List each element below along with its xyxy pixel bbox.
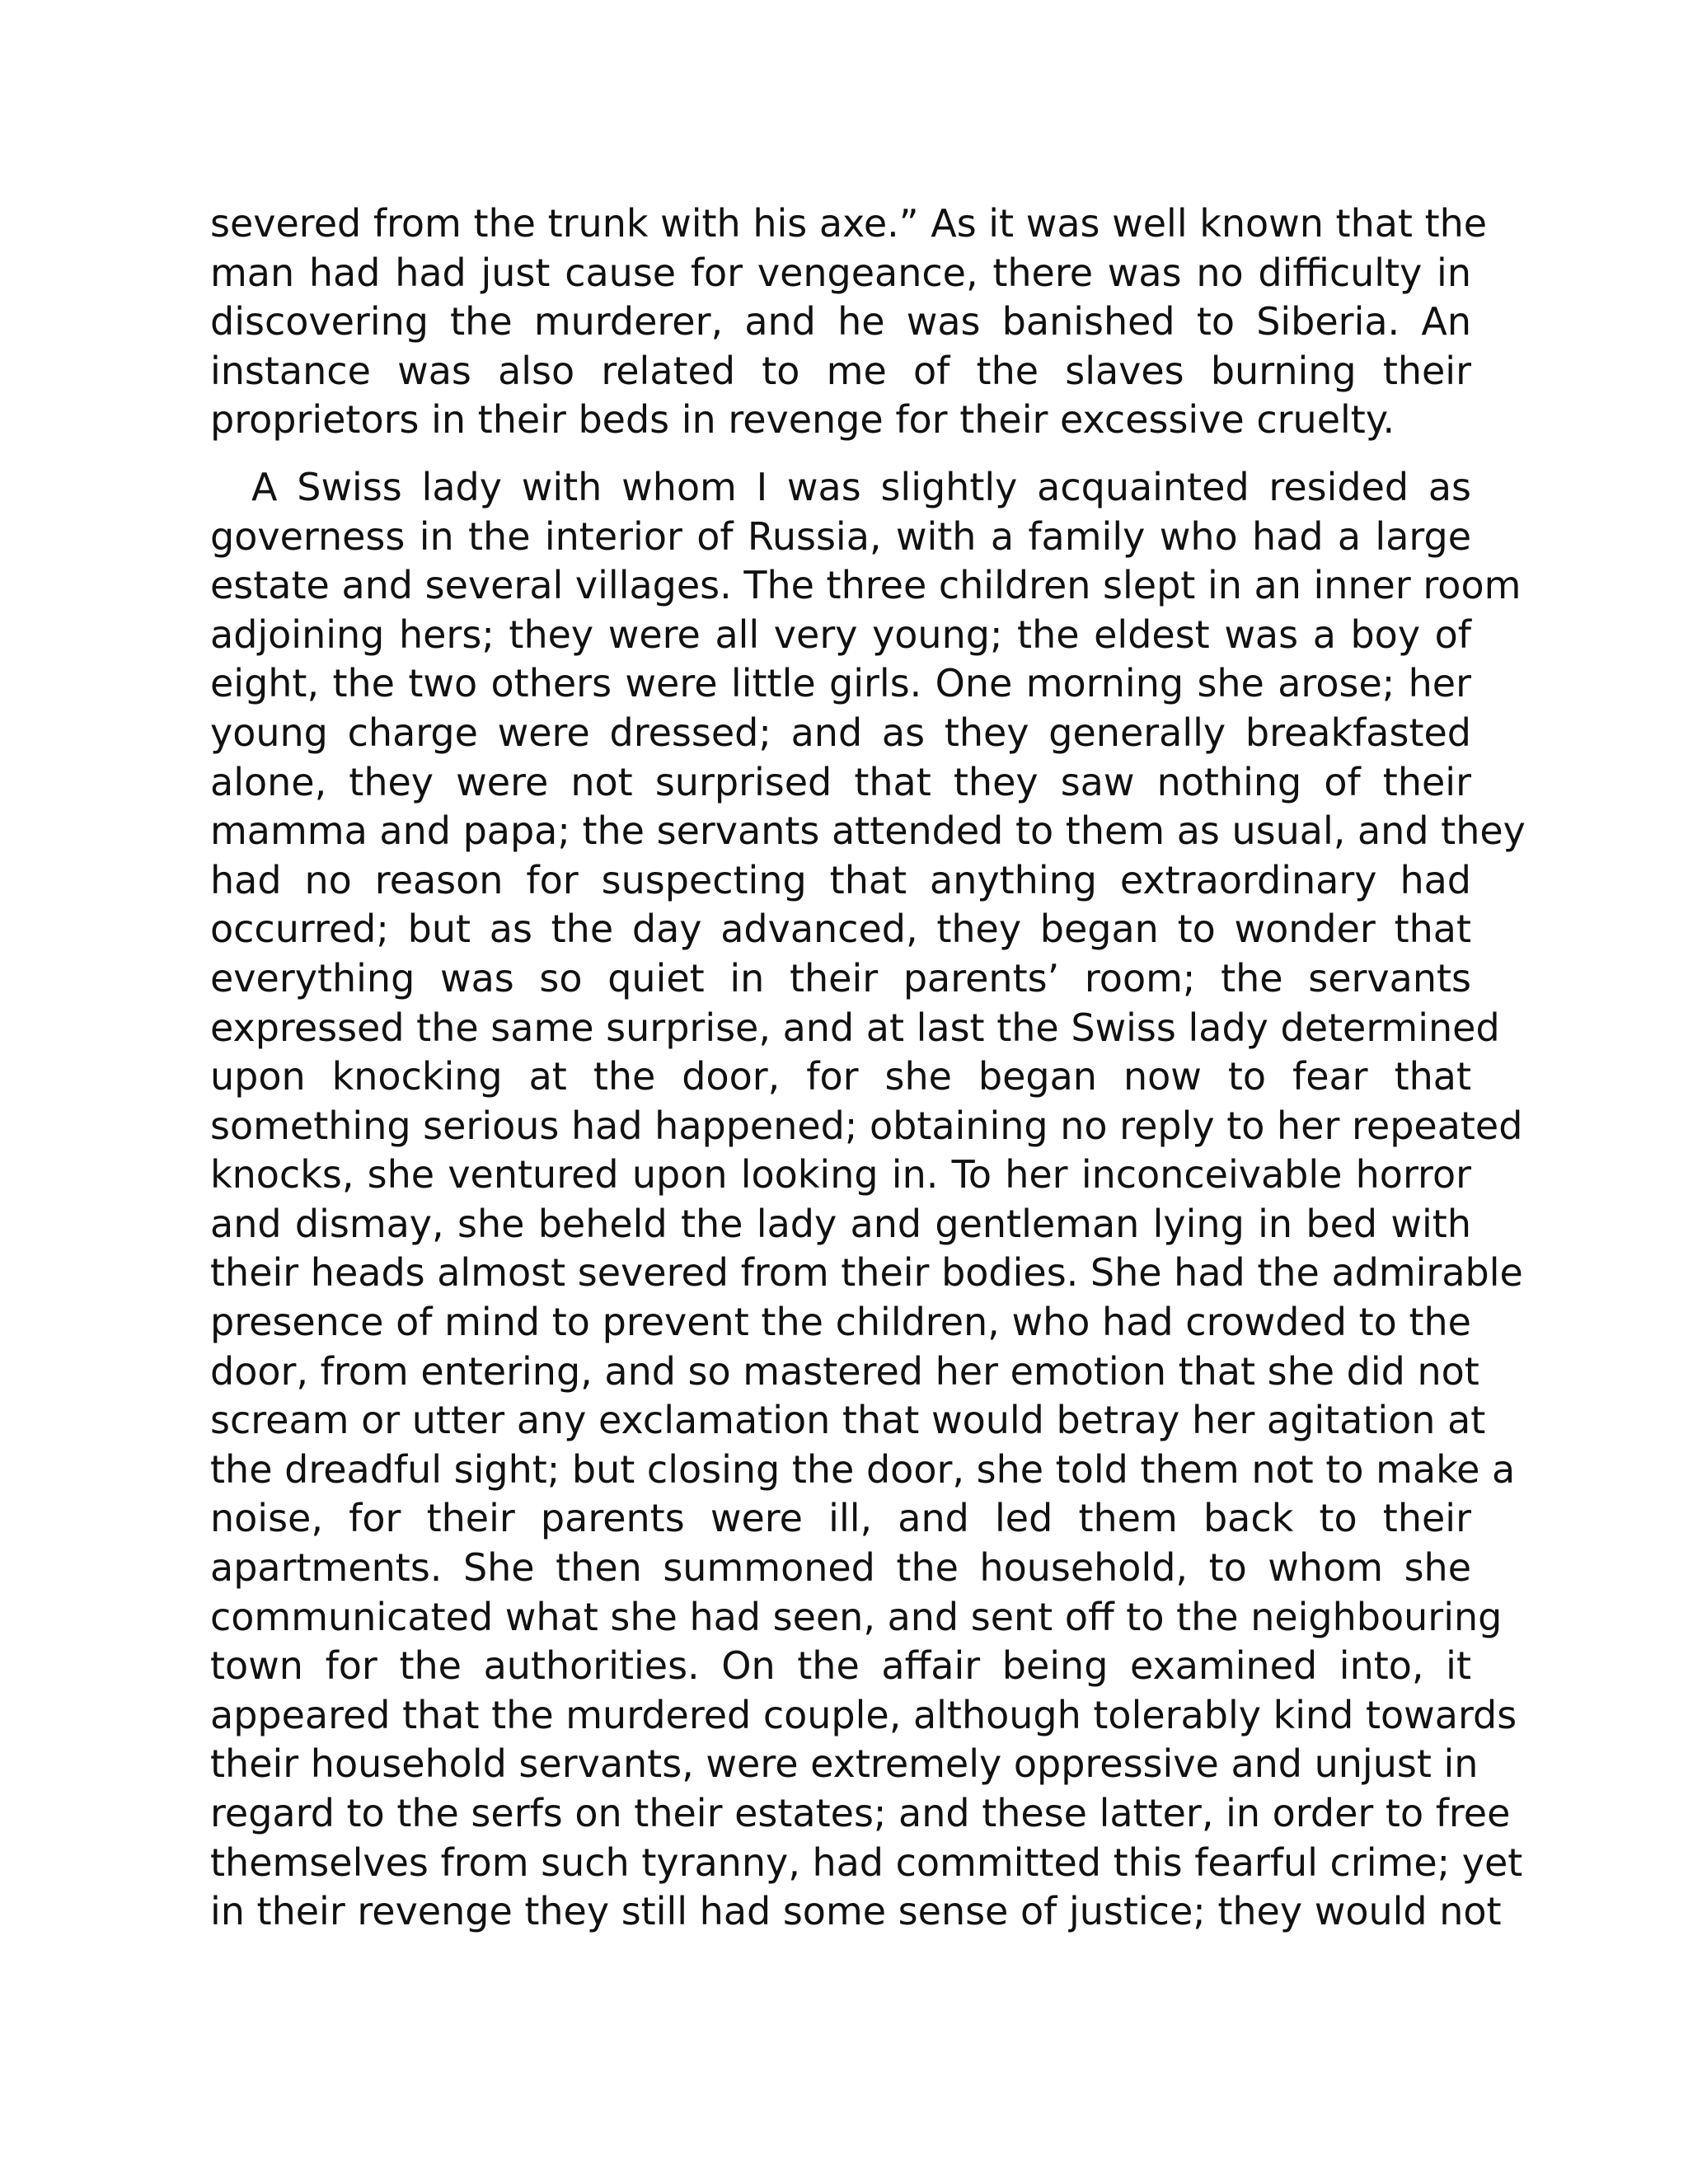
text-line: instance was also related to me of the slaves burning their: [210, 348, 1471, 393]
text-line: everything was so quiet in their parents’ room; the servants: [210, 955, 1471, 1001]
paragraph-1: [210, 199, 1488, 445]
paragraph-2: [210, 463, 1526, 1937]
text-line: the dreadful sight; but closing the door, she told them not to make a: [210, 1446, 1516, 1492]
text-line: themselves from such tyranny, had committed this fearful crime; yet: [210, 1840, 1523, 1885]
text-line: estate and several villages. The three children slept in an inner room: [210, 563, 1522, 608]
text-line: apartments. She then summoned the household, to whom she: [210, 1545, 1471, 1591]
text-line: and dismay, she beheld the lady and gentleman lying in bed with: [210, 1201, 1471, 1246]
page-body: [210, 199, 1526, 1937]
text-line: had no reason for suspecting that anything extraordinary had: [210, 857, 1471, 902]
text-line: discovering the murderer, and he was banished to Siberia. An: [210, 299, 1471, 344]
text-line: door, from entering, and so mastered her emotion that she did not: [210, 1348, 1479, 1394]
text-line: communicated what she had seen, and sent off to the neighbouring: [210, 1594, 1503, 1639]
text-line: mamma and papa; the servants attended to them as usual, and they: [210, 808, 1526, 854]
text-line: knocks, she ventured upon looking in. To her inconceivable horror: [210, 1152, 1471, 1197]
text-line: governess in the interior of Russia, with a family who had a large: [210, 513, 1471, 559]
text-line: upon knocking at the door, for she began now to fear that: [210, 1054, 1471, 1099]
text-line: in their revenge they still had some sense of justice; they would not: [210, 1889, 1502, 1934]
text-line: severed from the trunk with his axe.” As it was well known that the: [210, 201, 1488, 246]
text-line: regard to the serfs on their estates; and these latter, in order to free: [210, 1791, 1511, 1835]
text-line: appeared that the murdered couple, although tolerably kind towards: [210, 1692, 1517, 1737]
text-line: proprietors in their beds in revenge for their excessive cruelty.: [210, 397, 1395, 443]
text-line: man had had just cause for vengeance, there was no difficulty in: [210, 250, 1471, 295]
text-line: expressed the same surprise, and at last the Swiss lady determined: [210, 1005, 1500, 1050]
text-line: noise, for their parents were ill, and led them back to their: [210, 1496, 1471, 1541]
text-line: their heads almost severed from their bodies. She had the admirable: [210, 1250, 1523, 1296]
text-line: alone, they were not surprised that they saw nothing of their: [210, 759, 1471, 804]
text-line: adjoining hers; they were all very young; the eldest was a boy of: [210, 612, 1471, 657]
text-line: A Swiss lady with whom I was slightly acquainted resided as: [251, 464, 1471, 509]
text-line: eight, the two others were little girls. One morning she arose; her: [210, 661, 1471, 706]
text-line: occurred; but as the day advanced, they began to wonder that: [210, 907, 1471, 952]
text-line: their household servants, were extremely oppressive and unjust in: [210, 1741, 1479, 1787]
text-line: presence of mind to prevent the children, who had crowded to the: [210, 1300, 1471, 1345]
text-line: scream or utter any exclamation that would betray her agitation at: [210, 1398, 1486, 1443]
text-line: something serious had happened; obtaining no reply to her repeated: [210, 1103, 1523, 1148]
text-line: town for the authorities. On the affair being examined into, it: [210, 1643, 1471, 1689]
text-line: young charge were dressed; and as they generally breakfasted: [210, 710, 1471, 755]
